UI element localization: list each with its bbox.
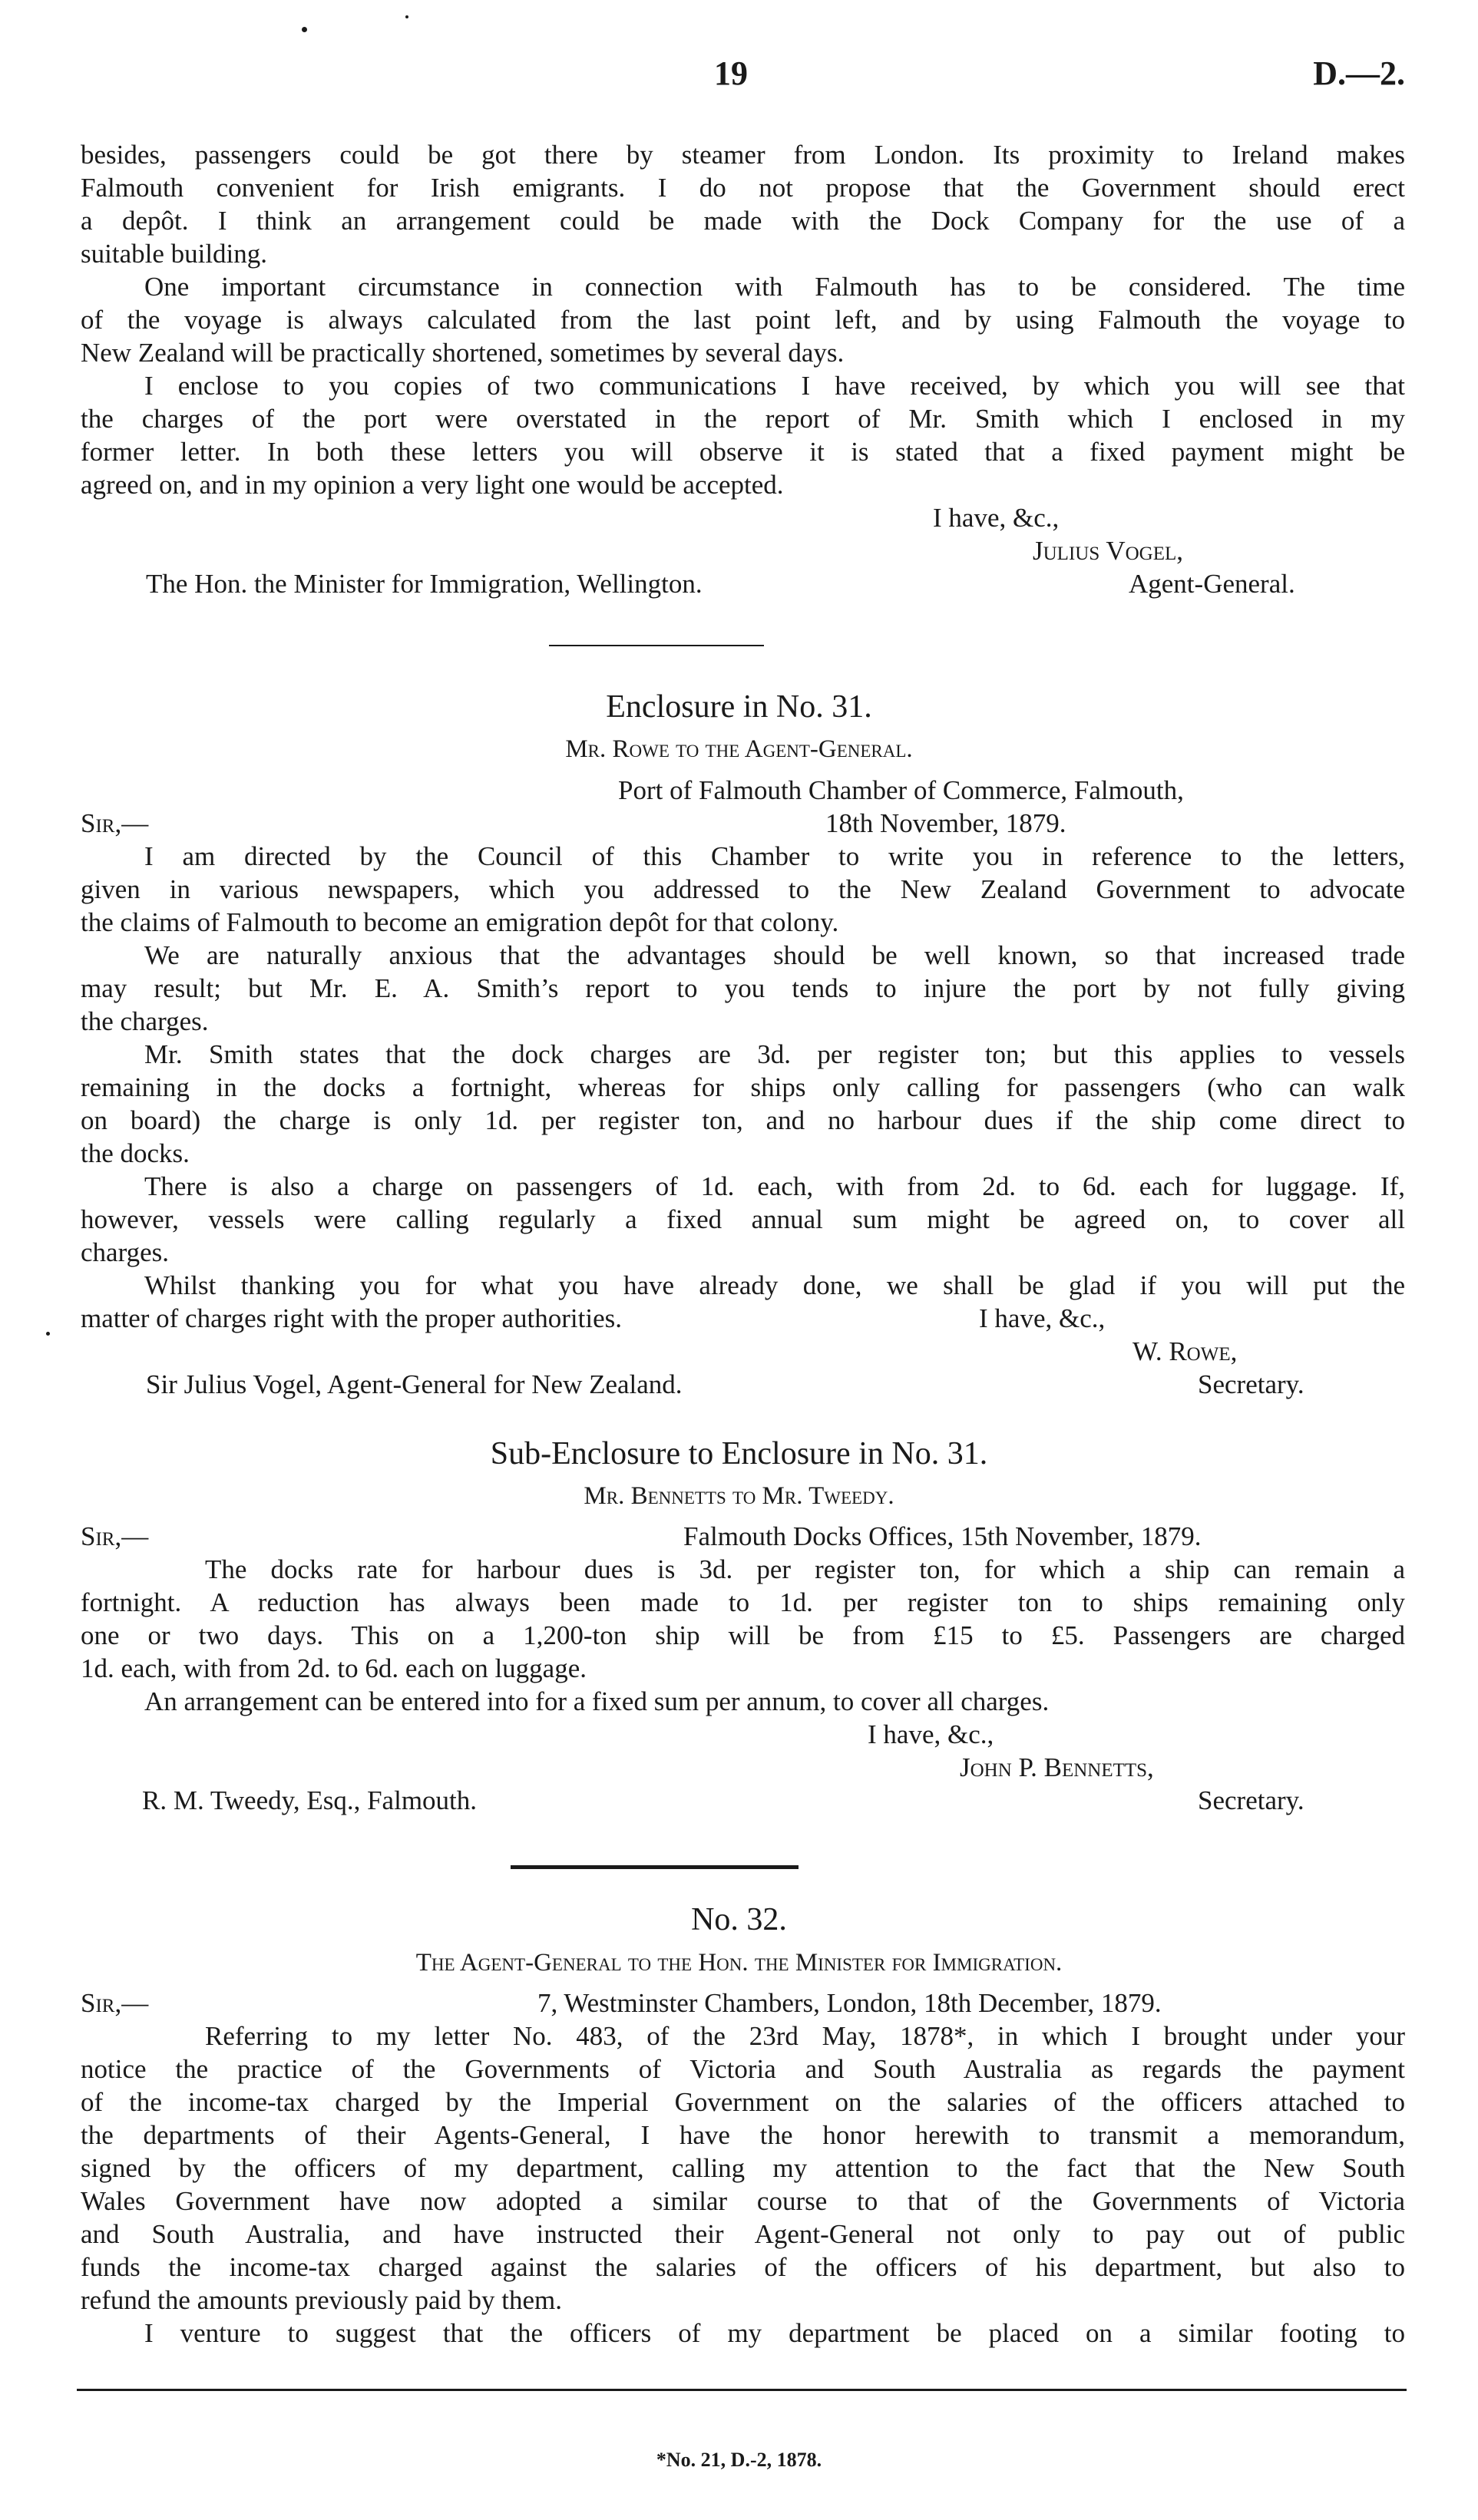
text-line: I enclose to you copies of two communications I have received, by which you will see that (144, 371, 1405, 401)
ink-speck (302, 27, 307, 32)
signatory-title: Agent-General. (1129, 569, 1295, 599)
text-line: Wales Government have now adopted a similar course to that of the Governments of Victoria (81, 2186, 1405, 2216)
text-line: I am directed by the Council of this Chamber to write you in reference to the letters, (144, 841, 1405, 871)
signature: W. Rowe, (1132, 1336, 1238, 1366)
text-line: charges. (81, 1237, 169, 1267)
document-reference: D.—2. (1313, 54, 1405, 92)
letter-body (81, 2020, 1405, 2350)
text-line: may result; but Mr. E. A. Smith’s report to you tends to injure the port by not fully giving (81, 973, 1405, 1003)
text-line: a depôt. I think an arrangement could be made with the Dock Company for the use of a (81, 206, 1405, 236)
text-line: the claims of Falmouth to become an emigration depôt for that colony. (81, 907, 839, 937)
section-title: Enclosure in No. 31. (606, 689, 872, 725)
salutation: Sir,— (81, 808, 149, 838)
text-line: one or two days. This on a 1,200-ton ship will be from £15 to £5. Passengers are charged (81, 1620, 1405, 1650)
closing: I have, &c., (933, 503, 1060, 533)
sender-address: Port of Falmouth Chamber of Commerce, Falmouth, (618, 775, 1184, 805)
text-line: remaining in the docks a fortnight, whereas for ships only calling for passengers (who can walk (81, 1072, 1405, 1102)
text-line: Referring to my letter No. 483, of the 23rd May, 1878*, in which I brought under your (205, 2021, 1405, 2051)
text-line: signed by the officers of my department, calling my attention to the fact that the New South (81, 2153, 1405, 2183)
addressee: The Hon. the Minister for Immigration, Wellington. (146, 569, 703, 599)
signature: Julius Vogel, (1033, 536, 1184, 566)
text-line: suitable building. (81, 239, 268, 269)
text-line: the departments of their Agents-General, I have the honor herewith to transmit a memorandum, (81, 2120, 1405, 2150)
sender-address: Falmouth Docks Offices, 15th November, 1879. (683, 1521, 1202, 1551)
page-number: 19 (714, 54, 748, 92)
text-line: the charges. (81, 1006, 209, 1036)
sub-enclosure-body (81, 1553, 1405, 1718)
text-line: funds the income-tax charged against the salaries of the officers of his department, but also to (81, 2252, 1405, 2282)
ink-speck (46, 1332, 50, 1336)
text-line: I venture to suggest that the officers of my department be placed on a similar footing to (144, 2318, 1405, 2348)
section-subtitle: Mr. Bennetts to Mr. Tweedy. (584, 1482, 894, 1510)
text-line: We are naturally anxious that the advantages should be well known, so that increased trade (144, 940, 1405, 970)
text-line: refund the amounts previously paid by them. (81, 2285, 562, 2315)
letter-date: 18th November, 1879. (825, 808, 1066, 838)
text-line: There is also a charge on passengers of 1d. each, with from 2d. to 6d. each for luggage. If, (144, 1171, 1405, 1201)
letter-continuation (81, 138, 1405, 501)
footnote-rule (77, 2389, 1407, 2391)
text-line: One important circumstance in connection with Falmouth has to be considered. The time (144, 272, 1405, 302)
text-line: however, vessels were calling regularly a fixed annual sum might be agreed on, to cover all (81, 1204, 1405, 1234)
closing: I have, &c., (868, 1719, 994, 1749)
text-line: notice the practice of the Governments of Victoria and South Australia as regards the payment (81, 2054, 1405, 2084)
enclosure-letter-body (81, 840, 1405, 1302)
salutation: Sir,— (81, 1521, 149, 1551)
section-title: No. 32. (691, 1902, 787, 1937)
text-line: former letter. In both these letters you will observe it is stated that a fixed payment might be (81, 437, 1405, 467)
text-line: given in various newspapers, which you addressed to the New Zealand Government to advocate (81, 874, 1405, 904)
text-line: matter of charges right with the proper authorities. (81, 1303, 622, 1333)
addressee: R. M. Tweedy, Esq., Falmouth. (142, 1785, 478, 1815)
text-line: of the voyage is always calculated from the last point left, and by using Falmouth the voyage to (81, 305, 1405, 335)
section-subtitle: The Agent-General to the Hon. the Minister for Immigration. (415, 1949, 1063, 1977)
section-title: Sub-Enclosure to Enclosure in No. 31. (490, 1436, 988, 1471)
footnote: *No. 21, D.-2, 1878. (656, 2449, 822, 2471)
text-line: Falmouth convenient for Irish emigrants. I do not propose that the Government should erect (81, 173, 1405, 203)
addressee: Sir Julius Vogel, Agent-General for New Zealand. (146, 1369, 683, 1399)
section-subtitle: Mr. Rowe to the Agent-General. (565, 735, 913, 763)
divider (511, 1865, 799, 1869)
text-line: 1d. each, with from 2d. to 6d. each on luggage. (81, 1653, 587, 1683)
signatory-title: Secretary. (1198, 1785, 1304, 1815)
text-line: besides, passengers could be got there by steamer from London. Its proximity to Ireland makes (81, 140, 1405, 170)
text-line: An arrangement can be entered into for a fixed sum per annum, to cover all charges. (144, 1686, 1050, 1716)
sender-address: 7, Westminster Chambers, London, 18th December, 1879. (537, 1988, 1162, 2018)
text-line: agreed on, and in my opinion a very light one would be accepted. (81, 470, 784, 500)
text-line: the charges of the port were overstated in the report of Mr. Smith which I enclosed in my (81, 404, 1405, 434)
text-line: Whilst thanking you for what you have already done, we shall be glad if you will put the (144, 1270, 1405, 1300)
closing: I have, &c., (979, 1303, 1106, 1333)
text-line: Mr. Smith states that the dock charges are 3d. per register ton; but this applies to vessels (144, 1039, 1405, 1069)
ink-speck (405, 15, 408, 18)
signatory-title: Secretary. (1198, 1369, 1304, 1399)
text-line: of the income-tax charged by the Imperial Government on the salaries of the officers attached to (81, 2087, 1405, 2117)
salutation: Sir,— (81, 1988, 149, 2018)
text-line: New Zealand will be practically shortened, sometimes by several days. (81, 338, 845, 368)
text-line: The docks rate for harbour dues is 3d. per register ton, for which a ship can remain a (205, 1554, 1405, 1584)
divider (549, 645, 764, 646)
text-line: on board) the charge is only 1d. per register ton, and no harbour dues if the ship come direct to (81, 1105, 1405, 1135)
text-line: fortnight. A reduction has always been made to 1d. per register ton to ships remaining only (81, 1587, 1405, 1617)
text-line: the docks. (81, 1138, 190, 1168)
text-line: and South Australia, and have instructed their Agent-General not only to pay out of public (81, 2219, 1405, 2249)
signature: John P. Bennetts, (960, 1752, 1154, 1782)
